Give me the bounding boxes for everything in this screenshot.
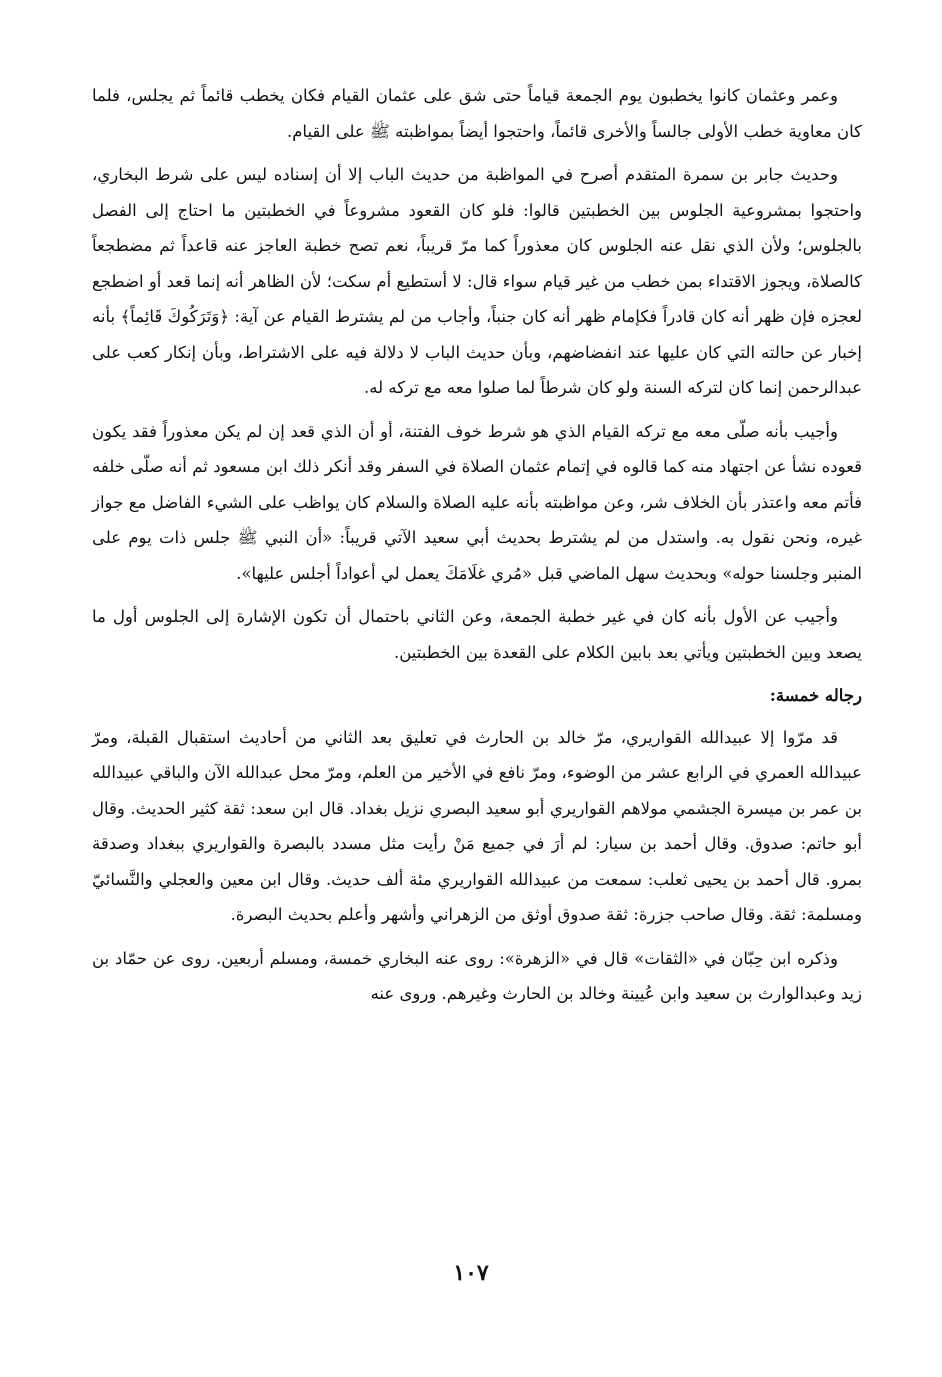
paragraph: وذكره ابن حِبّان في «الثقات» قال في «الزهرة»: روى عنه البخاري خمسة، ومسلم أربعين. روى عن حمّاد بن زيد وعبدالوارث بن سعيد وابن عُيينة وخالد بن الحارث وغيرهم. وروى عنه <box>92 948 862 1003</box>
page-number: ١٠٧ <box>453 1260 489 1286</box>
section-heading: رجاله خمسة: <box>769 686 862 705</box>
paragraph: وأجيب عن الأول بأنه كان في غير خطبة الجمعة، وعن الثاني باحتمال أن تكون الإشارة إلى الجلوس أول ما يصعد وبين الخطبتين ويأتي بعد بابين الكلام على القعدة بين الخطبتين. <box>92 607 862 662</box>
paragraph: قد مرّوا إلا عبيدالله القواريري، مرّ خالد بن الحارث في تعليق بعد الثاني من أحاديث استقبال القبلة، ومرّ عبيدالله العمري في الرابع عشر من الوضوء، ومرّ نافع في الأخير من العلم، ومرّ محل عبدالله الآن والباقي عبيدالله بن عمر بن ميسرة الجشمي مولاهم القواريري أبو سعيد البصري نزيل بغداد. قال ابن سعد: ثقة كثير الحديث. وقال أبو حاتم: صدوق. وقال أحمد بن سيار: لم أرَ في جميع مَنْ رأيت مثل مسدد بالبصرة والقواريري ببغداد وصدقة بمرو. قال أحمد بن يحيى ثعلب: سمعت من عبيدالله القواريري مئة ألف حديث. وقال ابن معين والعجلي والنَّسائيّ ومسلمة: ثقة. وقال صاحب جزرة: ثقة صدوق أوثق من الزهراني وأشهر وأعلم بحديث البصرة. <box>92 727 862 924</box>
paragraph: وأجيب بأنه صلّى معه مع تركه القيام الذي هو شرط خوف الفتنة، أو أن الذي قعد إن لم يكن معذوراً فقد يكون قعوده نشأ عن اجتهاد منه كما قالوه في إتمام عثمان الصلاة في السفر وقد أنكر ذلك ابن مسعود ثم أنه صلّى خلفه فأتم معه واعتذر بأن الخلاف شر، وعن مواظبته بأنه عليه الصلاة والسلام كان يواظب على الشيء الفاضل مع جواز غيره، ونحن نقول به. واستدل من لم يشترط بحديث أبي سعيد الآتي قريباً: «أن النبي ﷺ جلس ذات يوم على المنبر وجلسنا حوله» وبحديث سهل الماضي قبل «مُري غلَامَكَ يعمل لي أعواداً أجلس عليها». <box>92 421 862 583</box>
page-body <box>92 78 862 1020</box>
paragraph: وحديث جابر بن سمرة المتقدم أصرح في المواظبة من حديث الباب إلا أن إسناده ليس على شرط البخاري، واحتجوا بمشروعية الجلوس بين الخطبتين قالوا: فلو كان القعود مشروعاً في الخطبتين ما احتاج إلى الفصل بالجلوس؛ ولأن الذي نقل عنه الجلوس كان معذوراً كما مرّ قريباً، نعم تصح خطبة العاجز عنه قاعداً ثم مضطجعاً كالصلاة، ويجوز الاقتداء بمن خطب من غير قيام سواء قال: لا أستطيع أم سكت؛ لأن الظاهر أنه إنما قعد أو اضطجع لعجزه فإن ظهر أنه كان قادراً فكإمام ظهر أنه كان جنباً، وأجاب من لم يشترط القيام عن آية: ﴿وَتَرَكُوكَ قَائِماً﴾ بأنه إخبار عن حالته التي كان عليها عند انفضاضهم، وبأن حديث الباب لا دلالة فيه على الاشتراط، وبأن إنكار كعب على عبدالرحمن إنما كان لتركه السنة ولو كان شرطاً لما صلوا معه مع تركه له. <box>92 165 862 397</box>
paragraph: وعمر وعثمان كانوا يخطبون يوم الجمعة قياماً حتى شق على عثمان القيام فكان يخطب قائماً ثم يجلس، فلما كان معاوية خطب الأولى جالساً والأخرى قائماً، واحتجوا أيضاً بمواظبته ﷺ على القيام. <box>92 86 862 141</box>
